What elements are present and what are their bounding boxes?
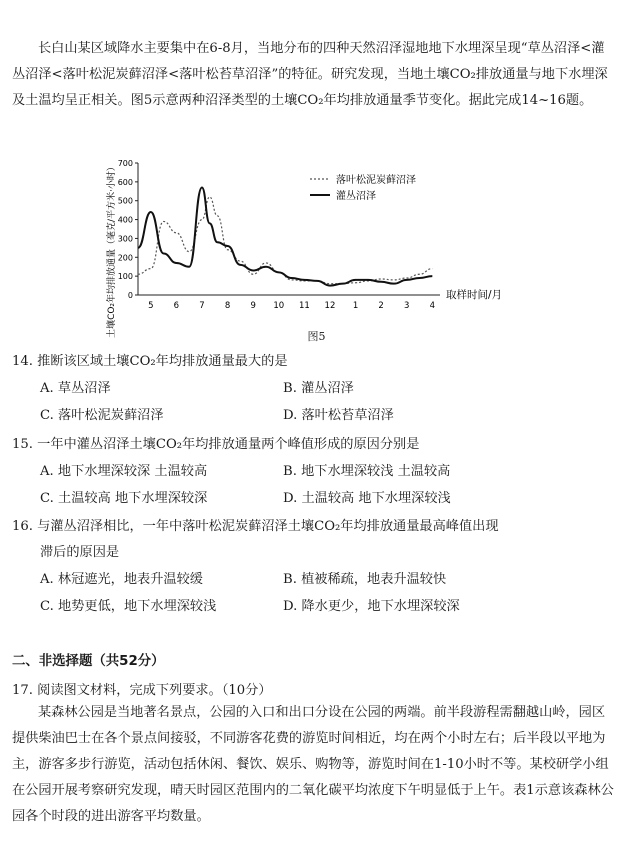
q14-option-c: C. 落叶松泥炭藓沼泽 xyxy=(40,408,164,423)
x-tick-label: 6 xyxy=(173,301,180,311)
co2-flux-line-chart xyxy=(100,155,503,345)
y-tick-label: 0 xyxy=(127,291,133,300)
x-tick-label: 4 xyxy=(429,301,436,311)
q16-stem-line1: 16. 与灌丛沼泽相比，一年中落叶松泥炭藓沼泽土壤CO₂年均排放通量最高峰值出现 xyxy=(12,519,499,534)
q16-option-d: D. 降水更少，地下水埋深较深 xyxy=(283,599,460,614)
x-tick-label: 3 xyxy=(404,301,410,311)
q14-stem: 14. 推断该区域土壤CO₂年均排放通量最大的是 xyxy=(12,354,288,369)
q17-stem: 17. 阅读图文材料，完成下列要求。（10分） xyxy=(12,683,272,698)
y-tick-label: 300 xyxy=(117,234,133,244)
x-tick-label: 10 xyxy=(273,301,285,311)
x-tick-label: 1 xyxy=(352,301,359,311)
series-line-2 xyxy=(138,188,432,286)
y-tick-label: 400 xyxy=(117,215,133,225)
legend xyxy=(310,173,416,202)
q16-option-b: B. 植被稀疏，地表升温较快 xyxy=(283,572,447,587)
section-heading-nonchoice: 二、非选择题（共52分） xyxy=(12,654,165,669)
y-axis-label: 土壤CO₂年均排放通量（毫克/平方米·小时） xyxy=(107,162,117,338)
x-tick-label: 11 xyxy=(298,301,310,311)
legend-label: 灌丛沼泽 xyxy=(336,191,376,202)
q16-option-a: A. 林冠遮光，地表升温较缓 xyxy=(40,572,203,587)
y-tick-label: 100 xyxy=(117,272,133,282)
q16-option-c: C. 地势更低，地下水埋深较浅 xyxy=(40,599,217,614)
y-tick-label: 200 xyxy=(117,253,133,263)
y-axis xyxy=(118,159,138,300)
q16-stem-line2: 滞后的原因是 xyxy=(40,545,120,560)
q15-option-a: A. 地下水埋深较深 土温较高 xyxy=(40,464,208,479)
x-tick-label: 8 xyxy=(224,301,231,311)
y-tick-label: 700 xyxy=(117,159,133,168)
x-tick-label: 12 xyxy=(324,301,336,311)
x-tick-label: 7 xyxy=(199,301,205,311)
figure-5 xyxy=(100,155,503,345)
q17-material: 某森林公园是当地著名景点，公园的入口和出口分设在公园的两端。前半段游程需翻越山岭，园区提供柴油巴士在各个景点间接驳，不同游客花费的游览时间相近，均在两个小时左右；后半段以平地为主，游客多步行游览，活动包括休闲、餐饮、娱乐、购物等，游览时间在1-10小时不等。某校研学小组在公园开展考察研究发现，晴天时园区范围内的二氧化碳平均浓度下午明显低于上午。表1示意该森林公园各个时段的进出游客平均数量。 xyxy=(12,705,614,824)
q15-option-d: D. 土温较高 地下水埋深较浅 xyxy=(283,491,451,506)
legend-label: 落叶松泥炭藓沼泽 xyxy=(336,175,416,186)
q15-stem: 15. 一年中灌丛沼泽土壤CO₂年均排放通量两个峰值形成的原因分别是 xyxy=(12,437,420,452)
q14-option-b: B. 灌丛沼泽 xyxy=(283,381,354,396)
q15-option-c: C. 土温较高 地下水埋深较深 xyxy=(40,491,208,506)
x-axis-label: 取样时间/月 xyxy=(446,289,503,301)
q14-option-d: D. 落叶松苔草沼泽 xyxy=(283,408,394,423)
series-line-1 xyxy=(138,197,432,284)
x-tick-label: 2 xyxy=(378,301,384,311)
x-tick-label: 9 xyxy=(250,301,256,311)
x-tick-label: 5 xyxy=(148,301,154,311)
q14-option-a: A. 草丛沼泽 xyxy=(40,381,111,396)
figure-caption: 图5 xyxy=(307,330,326,343)
series-lines xyxy=(138,188,432,286)
y-tick-label: 600 xyxy=(117,177,133,187)
y-tick-label: 500 xyxy=(117,196,133,206)
x-axis xyxy=(138,295,440,311)
q15-option-b: B. 地下水埋深较浅 土温较高 xyxy=(283,464,451,479)
intro-paragraph: 长白山某区域降水主要集中在6-8月，当地分布的四种天然沼泽湿地地下水埋深呈现“草丛沼泽<灌丛沼泽<落叶松泥炭藓沼泽<落叶松苔草沼泽”的特征。研究发现，当地土壤CO₂排放通量与地下水埋深及土温均呈正相关。图5示意两种沼泽类型的土壤CO₂年均排放通量季节变化。据此完成14~16题。 xyxy=(12,41,608,108)
